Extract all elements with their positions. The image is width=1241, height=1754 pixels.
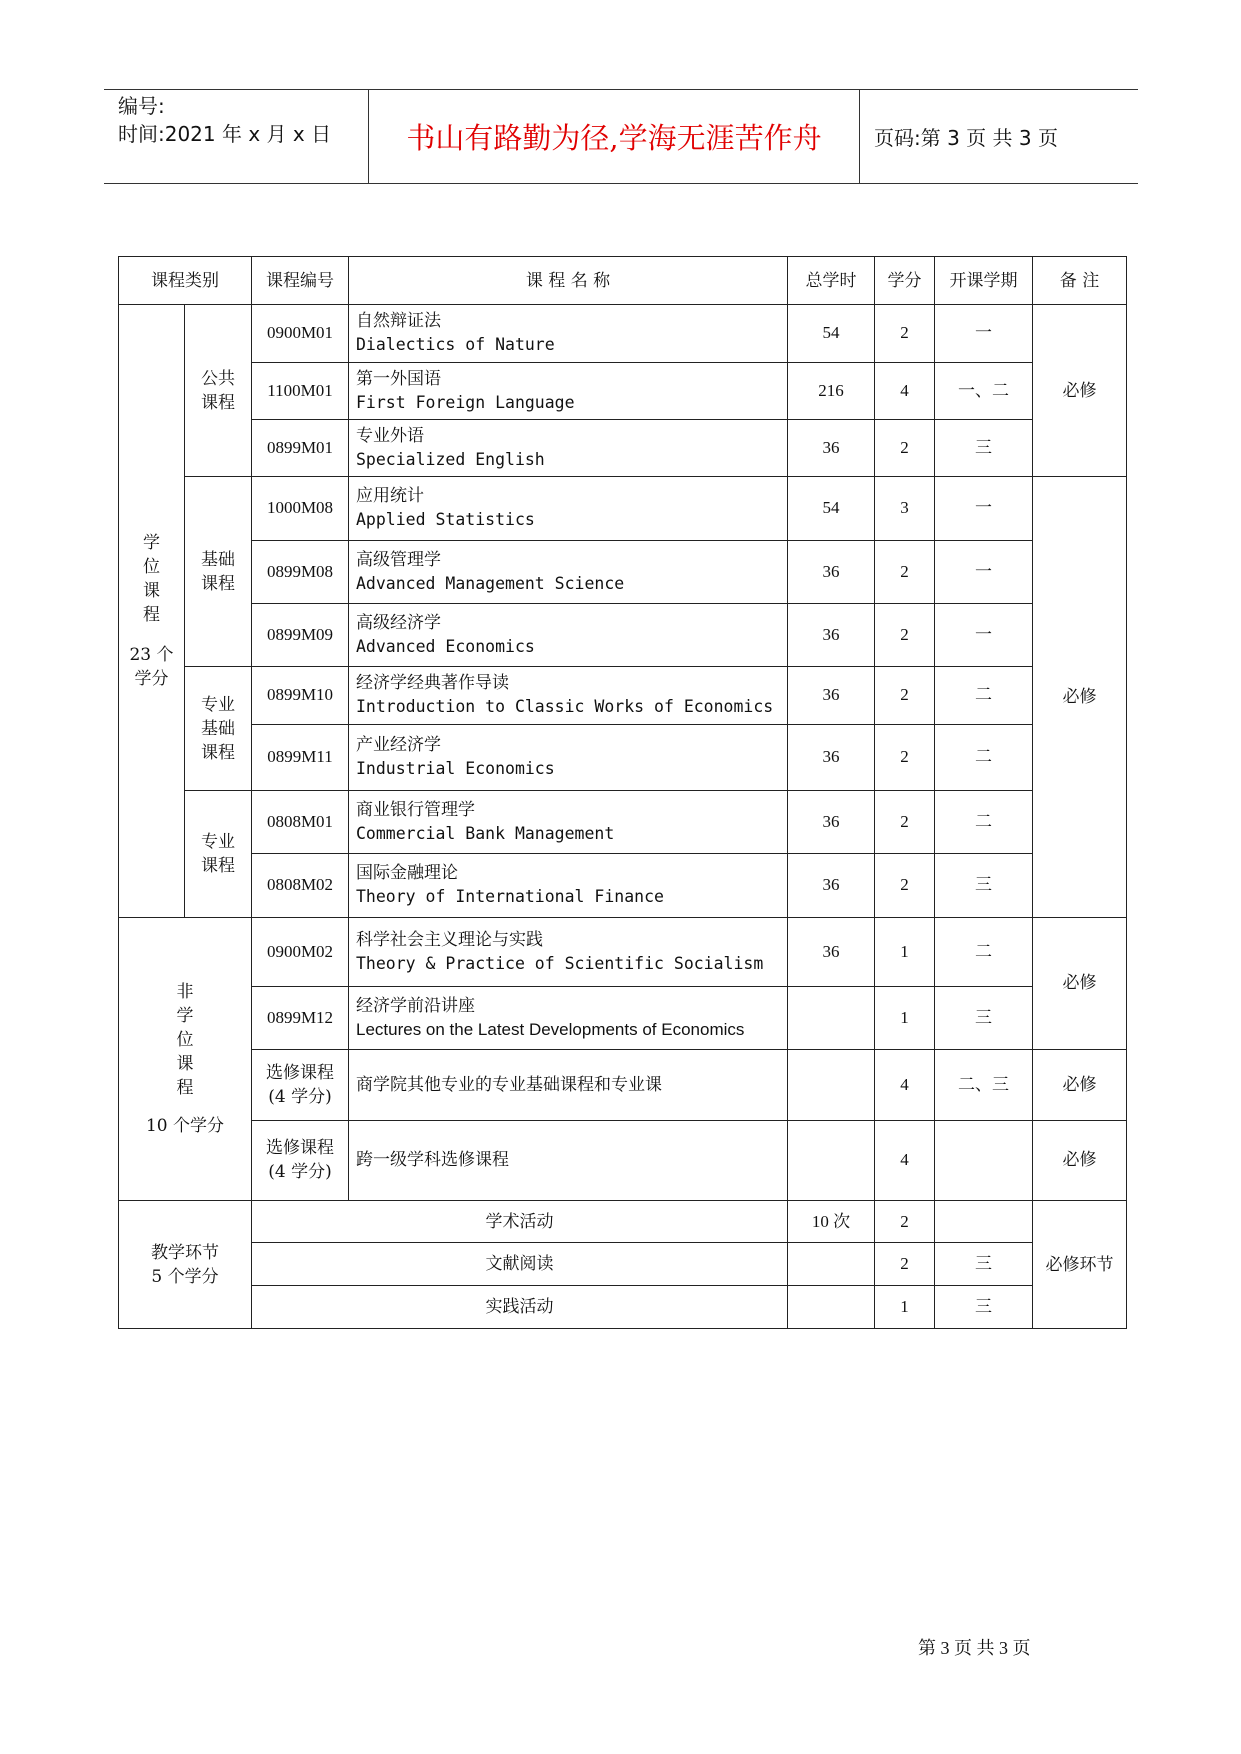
- course-credit: 2: [875, 603, 935, 666]
- table-row: [119, 362, 1127, 419]
- course-name-en: Theory & Practice of Scientific Socialism: [356, 953, 764, 973]
- course-credit: 1: [875, 986, 935, 1049]
- elective-code: 选修课程(4 学分): [252, 1050, 349, 1120]
- course-name-en: Commercial Bank Management: [356, 824, 615, 844]
- course-term: 二: [935, 724, 1033, 790]
- course-hours: 36: [788, 724, 875, 790]
- course-name-en: Advanced Management Science: [356, 573, 625, 593]
- course-term: 一: [935, 305, 1033, 362]
- teaching-term: 三: [935, 1243, 1033, 1285]
- elective-credit: 4: [875, 1120, 935, 1200]
- degree-credits: 23 个学分: [129, 644, 174, 689]
- elective-name: 商学院其他专业的专业基础课程和专业课: [349, 1050, 788, 1120]
- course-term: 一、二: [935, 362, 1033, 419]
- course-hours: 216: [788, 362, 875, 419]
- course-name-en: Introduction to Classic Works of Economics: [356, 697, 774, 717]
- elective-hours: [788, 1120, 875, 1200]
- course-name: [349, 540, 788, 603]
- elective-term: 二、三: [935, 1050, 1033, 1120]
- sub-basic: 基础课程: [185, 477, 252, 667]
- table-row: [119, 1050, 1127, 1120]
- teaching-group-label: 教学环节: [151, 1242, 219, 1263]
- course-name-zh: 第一外国语: [356, 368, 441, 389]
- number-label: 编号:: [118, 94, 165, 118]
- course-name-zh: 科学社会主义理论与实践: [356, 929, 543, 950]
- course-name: [349, 986, 788, 1049]
- course-credit: 1: [875, 917, 935, 986]
- course-credit: 2: [875, 790, 935, 853]
- teaching-hours: 10 次: [788, 1201, 875, 1243]
- course-name-zh: 高级经济学: [356, 613, 441, 634]
- course-name-zh: 经济学经典著作导读: [356, 673, 509, 694]
- note-required: 必修: [1033, 305, 1127, 477]
- course-term: 二: [935, 667, 1033, 724]
- course-term: 一: [935, 540, 1033, 603]
- course-name: [349, 917, 788, 986]
- teaching-credit: 1: [875, 1285, 935, 1328]
- course-code: 1100M01: [252, 362, 349, 419]
- table-row: [119, 854, 1127, 917]
- course-term: 二: [935, 790, 1033, 853]
- table-row: [119, 419, 1127, 476]
- course-credit: 4: [875, 362, 935, 419]
- table-row: [119, 917, 1127, 986]
- course-term: 二: [935, 917, 1033, 986]
- course-code: 0808M02: [252, 854, 349, 917]
- course-name-zh: 商业银行管理学: [356, 800, 475, 821]
- elective-note: 必修: [1033, 1050, 1127, 1120]
- course-hours: 36: [788, 419, 875, 476]
- sub-public: 公共课程: [185, 305, 252, 477]
- course-hours: 36: [788, 667, 875, 724]
- course-name-en: Theory of International Finance: [356, 887, 664, 907]
- teaching-hours: [788, 1285, 875, 1328]
- note-required: 必修: [1033, 477, 1127, 917]
- course-term: 一: [935, 603, 1033, 666]
- course-term: 三: [935, 986, 1033, 1049]
- nondegree-group-label: 非学位课程: [176, 981, 194, 1098]
- table-row: [119, 1243, 1127, 1285]
- course-hours: 36: [788, 790, 875, 853]
- table-row: [119, 724, 1127, 790]
- teaching-item: 文献阅读: [252, 1243, 788, 1285]
- table-row: [119, 1120, 1127, 1200]
- course-credit: 2: [875, 419, 935, 476]
- course-table: [118, 256, 1127, 1329]
- elective-hours: [788, 1050, 875, 1120]
- course-name-zh: 专业外语: [356, 426, 424, 447]
- course-credit: 2: [875, 854, 935, 917]
- header-code: 课程编号: [252, 257, 349, 305]
- table-row: [119, 603, 1127, 666]
- course-code: 0899M09: [252, 603, 349, 666]
- elective-note: 必修: [1033, 1120, 1127, 1200]
- sub-major: 专业课程: [185, 790, 252, 917]
- course-code: 1000M08: [252, 477, 349, 540]
- course-name-zh: 高级管理学: [356, 549, 441, 570]
- course-name: [349, 790, 788, 853]
- course-hours: [788, 986, 875, 1049]
- course-name-en: Dialectics of Nature: [356, 335, 555, 355]
- course-hours: 54: [788, 477, 875, 540]
- nondegree-group-cell: [119, 917, 252, 1201]
- table-row: [119, 1201, 1127, 1243]
- course-term: 三: [935, 854, 1033, 917]
- course-hours: 36: [788, 917, 875, 986]
- header-credit: 学分: [875, 257, 935, 305]
- table-row: [119, 540, 1127, 603]
- course-hours: 36: [788, 540, 875, 603]
- course-name: [349, 724, 788, 790]
- table-row: [119, 986, 1127, 1049]
- time-label: 时间:2021 年 x 月 x 日: [118, 122, 332, 146]
- header-term: 开课学期: [935, 257, 1033, 305]
- header-meta: [104, 90, 368, 183]
- header-category: 课程类别: [119, 257, 252, 305]
- page-header: [104, 89, 1138, 184]
- course-code: 0899M10: [252, 667, 349, 724]
- course-name: [349, 477, 788, 540]
- course-name: [349, 305, 788, 362]
- degree-group-label: 学位课程: [143, 532, 160, 625]
- course-name-en: Specialized English: [356, 450, 545, 470]
- sub-major-basic: 专业基础课程: [185, 667, 252, 791]
- teaching-term: [935, 1201, 1033, 1243]
- course-code: 0899M12: [252, 986, 349, 1049]
- course-code: 0900M02: [252, 917, 349, 986]
- course-code: 0900M01: [252, 305, 349, 362]
- course-credit: 2: [875, 305, 935, 362]
- course-name-zh: 应用统计: [356, 486, 424, 507]
- course-name-en: Industrial Economics: [356, 759, 555, 779]
- teaching-item: 学术活动: [252, 1201, 788, 1243]
- course-term: 一: [935, 477, 1033, 540]
- teaching-credits: 5 个学分: [151, 1266, 219, 1287]
- course-code: 0899M01: [252, 419, 349, 476]
- course-term: 三: [935, 419, 1033, 476]
- course-name-zh: 经济学前沿讲座: [356, 996, 475, 1017]
- course-name-en: Applied Statistics: [356, 510, 535, 530]
- page-footer: 第 3 页 共 3 页: [918, 1638, 1031, 1658]
- course-name-en: First Foreign Language: [356, 392, 575, 412]
- course-name: [349, 667, 788, 724]
- course-credit: 3: [875, 477, 935, 540]
- teaching-credit: 2: [875, 1201, 935, 1243]
- course-name: [349, 362, 788, 419]
- table-row: [119, 667, 1127, 724]
- elective-name: 跨一级学科选修课程: [349, 1120, 788, 1200]
- course-name: [349, 603, 788, 666]
- header-note: 备 注: [1033, 257, 1127, 305]
- header-hours: 总学时: [788, 257, 875, 305]
- nondegree-credits: 10 个学分: [145, 1115, 225, 1136]
- table-row: [119, 305, 1127, 362]
- teaching-credit: 2: [875, 1243, 935, 1285]
- course-name-zh: 国际金融理论: [356, 863, 458, 884]
- course-name-en: Advanced Economics: [356, 637, 535, 657]
- course-name-zh: 产业经济学: [356, 735, 441, 756]
- course-name: [349, 419, 788, 476]
- course-code: 0808M01: [252, 790, 349, 853]
- elective-code: 选修课程(4 学分): [252, 1120, 349, 1200]
- course-credit: 2: [875, 724, 935, 790]
- course-credit: 2: [875, 540, 935, 603]
- note-required: 必修: [1033, 917, 1127, 1050]
- page-label: 页码:第 3 页 共 3 页: [874, 126, 1058, 150]
- course-code: 0899M11: [252, 724, 349, 790]
- elective-credit: 4: [875, 1050, 935, 1120]
- course-name: [349, 854, 788, 917]
- course-name-zh: 自然辩证法: [356, 311, 441, 332]
- table-header-row: [119, 257, 1127, 305]
- course-code: 0899M08: [252, 540, 349, 603]
- table-row: [119, 790, 1127, 853]
- header-name: 课 程 名 称: [349, 257, 788, 305]
- table-row: [119, 477, 1127, 540]
- teaching-note: 必修环节: [1033, 1201, 1127, 1329]
- teaching-term: 三: [935, 1285, 1033, 1328]
- degree-group-cell: [119, 305, 185, 917]
- elective-term: [935, 1120, 1033, 1200]
- teaching-hours: [788, 1243, 875, 1285]
- teaching-group-cell: [119, 1201, 252, 1329]
- course-hours: 54: [788, 305, 875, 362]
- course-name-en: Lectures on the Latest Developments of Economics: [356, 1020, 745, 1040]
- motto: 书山有路勤为径,学海无涯苦作舟: [406, 121, 822, 155]
- table-row: [119, 1285, 1127, 1328]
- course-hours: 36: [788, 603, 875, 666]
- course-hours: 36: [788, 854, 875, 917]
- course-credit: 2: [875, 667, 935, 724]
- teaching-item: 实践活动: [252, 1285, 788, 1328]
